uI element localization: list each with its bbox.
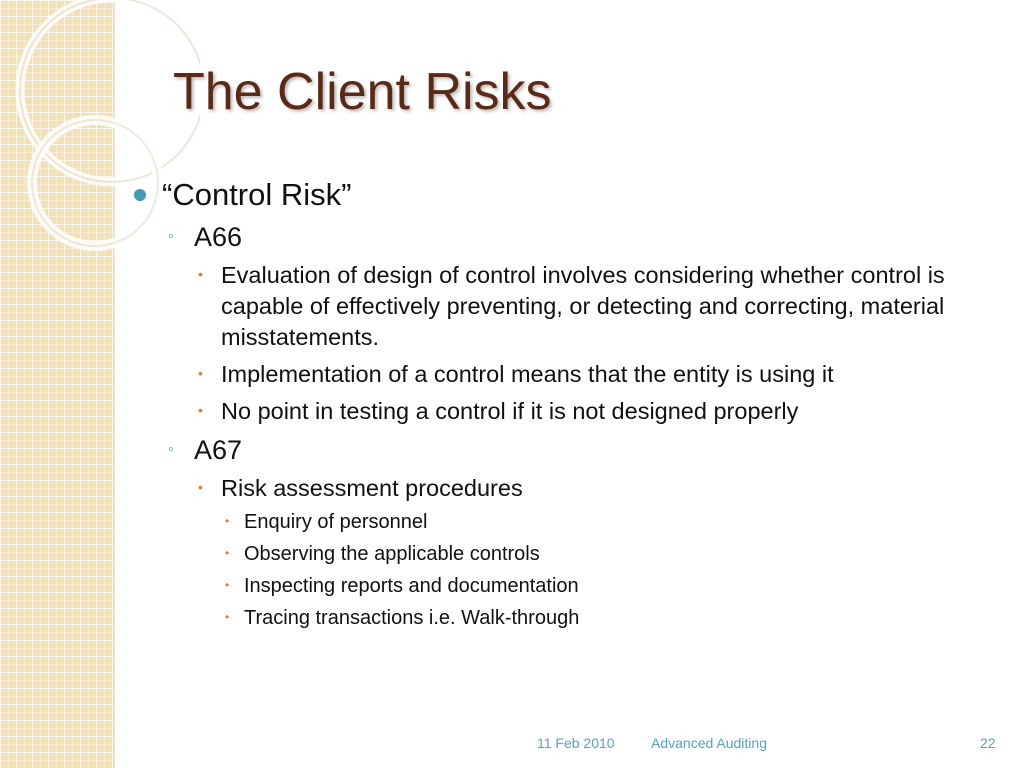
- list-item-text: No point in testing a control if it is not designed properly: [221, 398, 799, 424]
- round-bullet-icon: [134, 189, 146, 201]
- decorative-side-band: [0, 0, 113, 768]
- dot-bullet-icon: •: [225, 514, 230, 528]
- slide-title: The Client Risks: [173, 63, 552, 121]
- sub-list-item-text: Observing the applicable controls: [244, 543, 540, 565]
- dot-bullet-icon: •: [198, 266, 203, 282]
- section-heading-text: A67: [194, 435, 243, 465]
- list-item: [130, 260, 1000, 353]
- list-item: [130, 359, 1000, 390]
- section-heading-a66: [130, 220, 1000, 254]
- ring-bullet-icon: ◦: [168, 441, 174, 458]
- section-heading-text: A66: [194, 222, 243, 252]
- sub-list-item: [130, 509, 1000, 536]
- list-item: [130, 396, 1000, 427]
- dot-bullet-icon: •: [225, 546, 230, 560]
- ring-bullet-icon: ◦: [168, 228, 174, 245]
- sub-list-item-text: Tracing transactions i.e. Walk-through: [244, 607, 580, 629]
- footer-title: Advanced Auditing: [651, 735, 767, 751]
- dot-bullet-icon: •: [198, 402, 203, 418]
- sub-list-item: [130, 605, 1000, 632]
- slide-number: 22: [980, 735, 996, 751]
- list-item-text: Implementation of a control means that the entity is using it: [221, 361, 834, 387]
- slide-content: [130, 176, 1000, 632]
- footer-date: 11 Feb 2010: [537, 735, 615, 751]
- bullet-level1-control-risk: [130, 176, 1000, 214]
- section-heading-a67: [130, 433, 1000, 467]
- sub-list-item-text: Enquiry of personnel: [244, 511, 428, 533]
- list-item-text: Evaluation of design of control involves considering whether control is capable of effectively preventing, or detecting and correcting, material misstatements.: [221, 262, 945, 350]
- dot-bullet-icon: •: [225, 578, 230, 592]
- dot-bullet-icon: •: [198, 365, 203, 381]
- sub-list-item-text: Inspecting reports and documentation: [244, 575, 579, 597]
- bullet-text: “Control Risk”: [162, 177, 352, 212]
- list-item-text: Risk assessment procedures: [221, 475, 523, 501]
- dot-bullet-icon: •: [198, 479, 203, 495]
- sub-list-item: [130, 541, 1000, 568]
- side-band-edge: [113, 0, 116, 768]
- dot-bullet-icon: •: [225, 610, 230, 624]
- sub-list-item: [130, 573, 1000, 600]
- list-item: [130, 473, 1000, 504]
